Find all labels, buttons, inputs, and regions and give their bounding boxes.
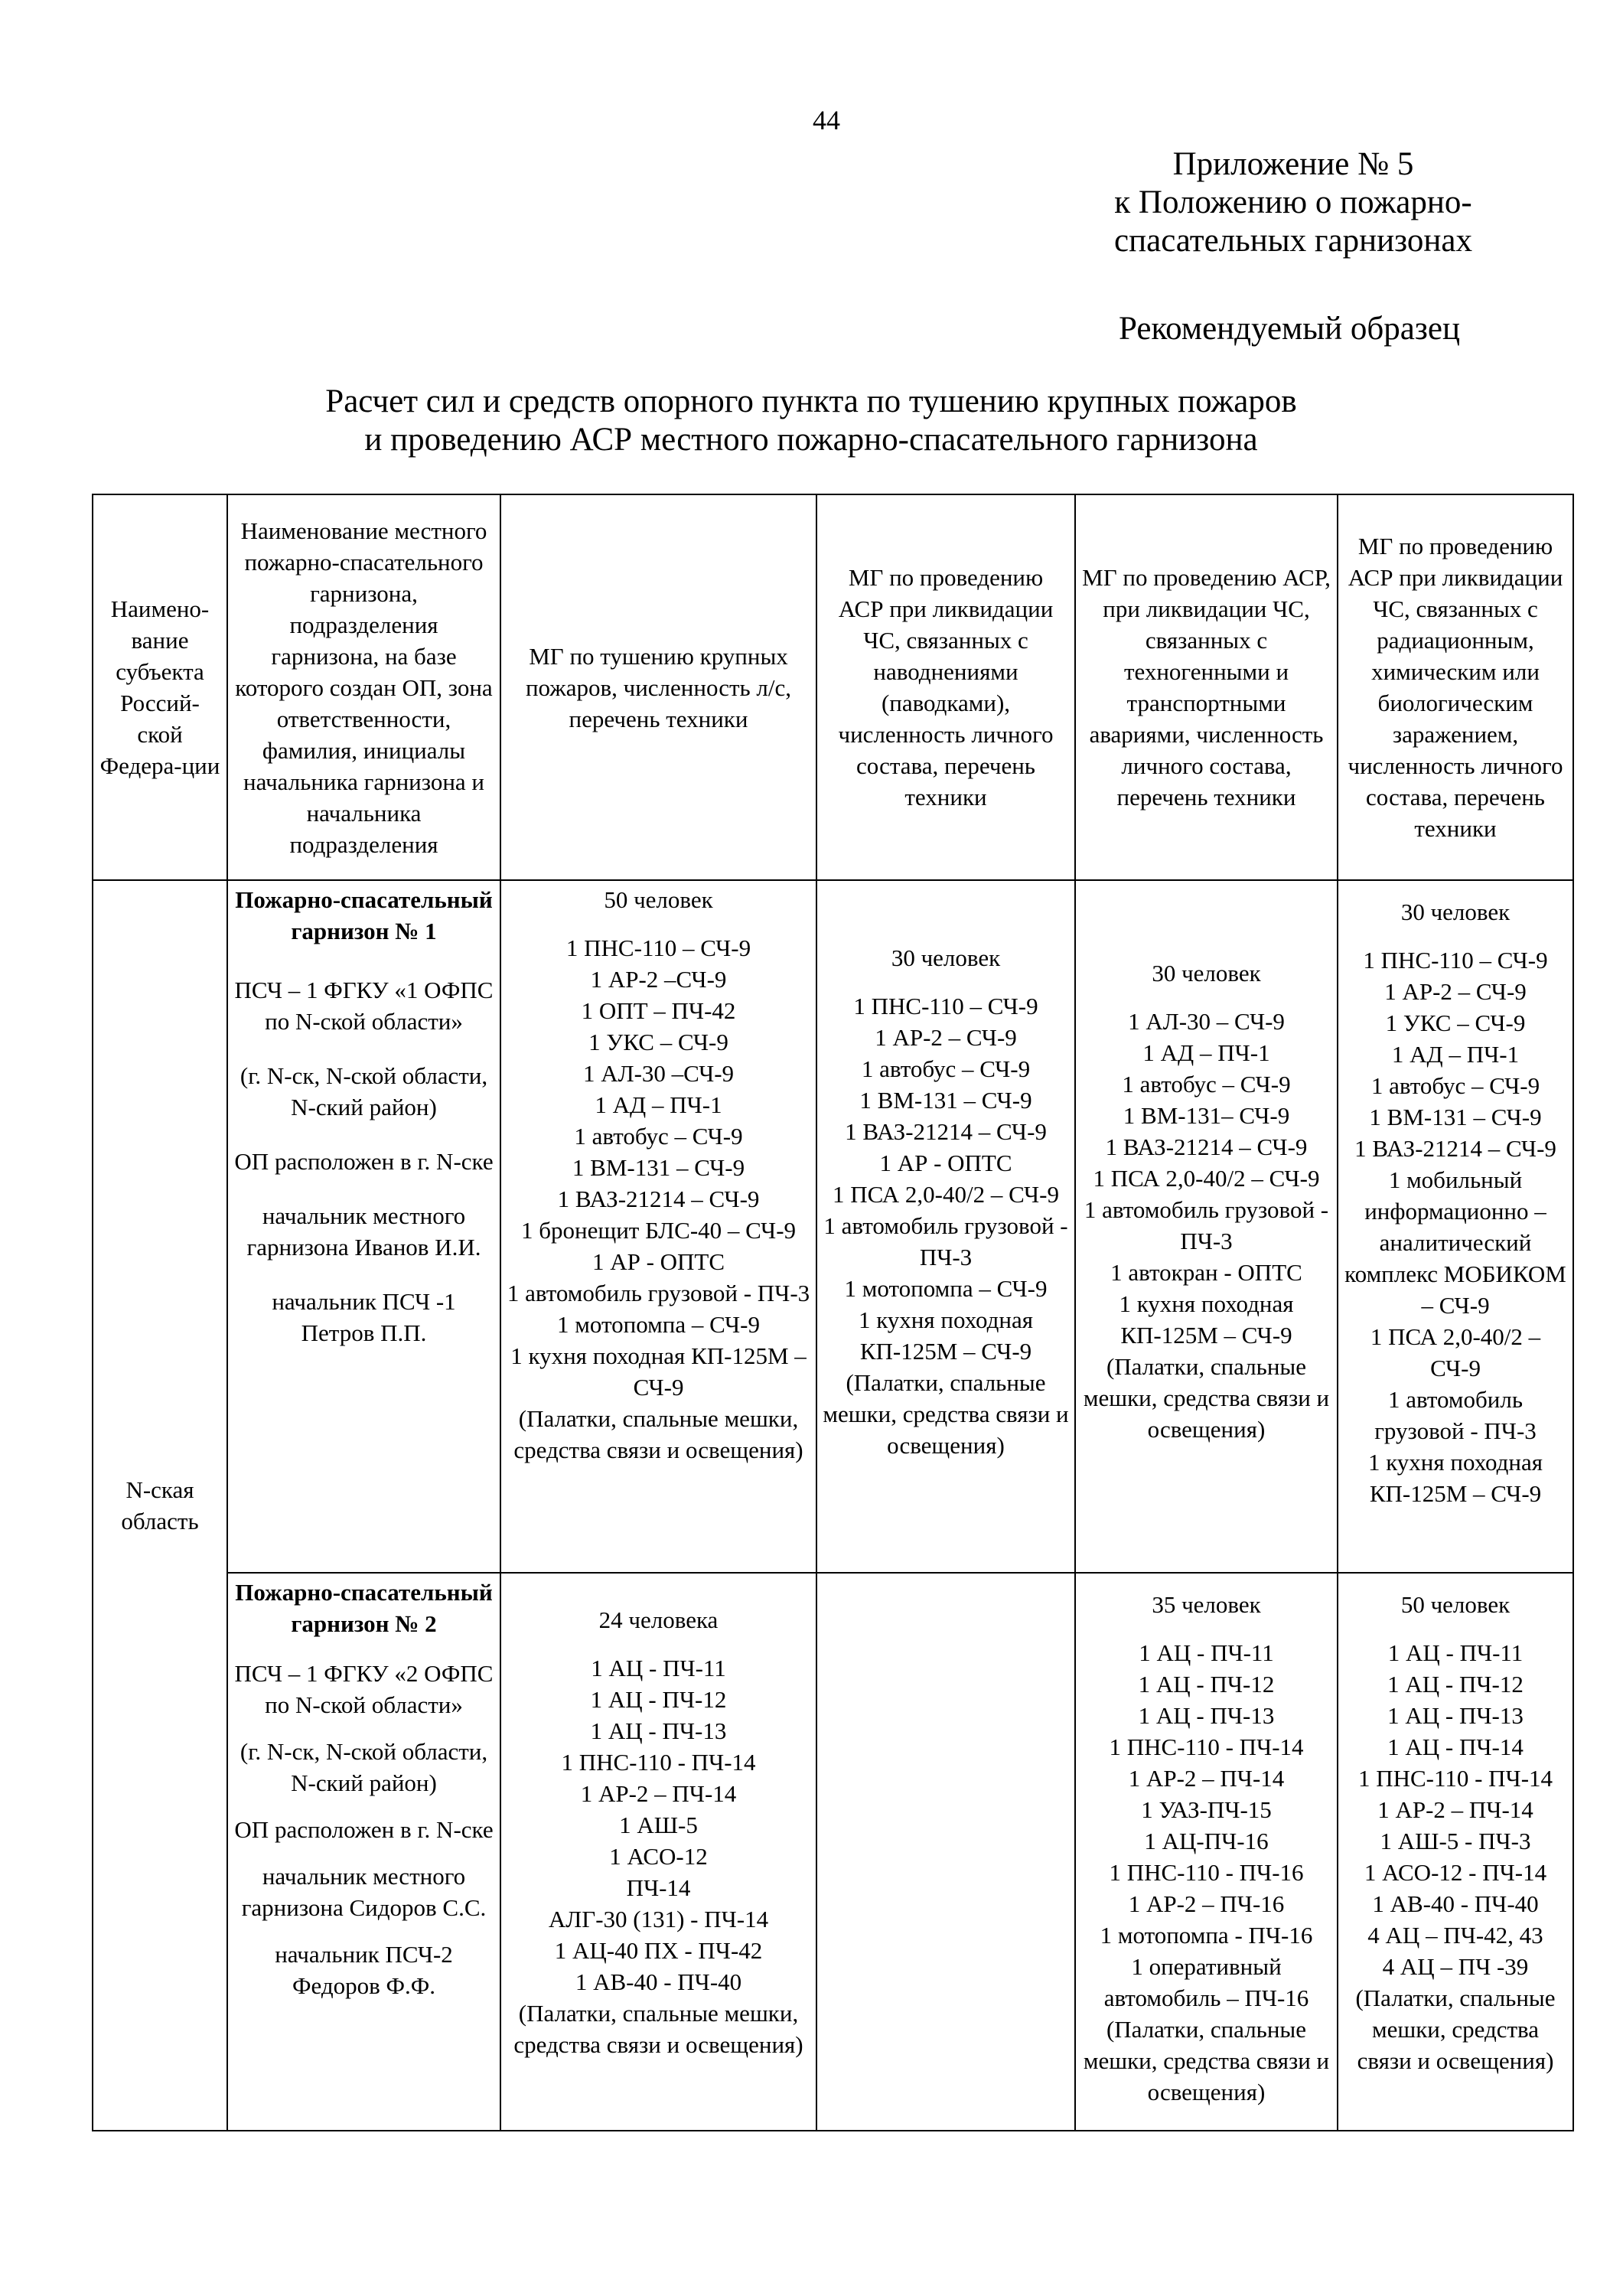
equipment-item: 1 автомобиль грузовой - ПЧ-3 [507, 1280, 810, 1306]
equipment-item: 1 ВАЗ-21214 – СЧ-9 [1354, 1135, 1556, 1162]
equipment-item: 1 АВ-40 - ПЧ-40 [1372, 1890, 1539, 1917]
document-title [199, 383, 1423, 459]
equipment-item: 1 АСО-12 - ПЧ-14 [1364, 1859, 1547, 1886]
equipment-item: 1 АЦ - ПЧ-13 [1387, 1702, 1524, 1729]
equipment-item: (Палатки, спальные мешки, средства связи и освещения) [1355, 1985, 1556, 2074]
personnel-count: 35 человек [1152, 1591, 1261, 1618]
equipment-item: 1 АЦ - ПЧ-11 [591, 1655, 726, 1681]
equipment-item: 1 автобус – СЧ-9 [1122, 1071, 1291, 1097]
equipment-item: 1 ПНС-110 – СЧ-9 [565, 934, 751, 961]
equipment-item: 1 АР-2 – СЧ-9 [1384, 978, 1527, 1005]
equipment-item: 1 АЦ - ПЧ-13 [1138, 1702, 1275, 1729]
equipment-list [506, 932, 811, 1466]
garrison-name: Пожарно-спасательный гарнизон № 1 [235, 886, 493, 944]
equipment-item: 1 оперативный автомобиль – ПЧ-16 [1103, 1953, 1309, 2011]
equipment-item: 1 АСО-12 [609, 1843, 708, 1870]
personnel-count: 50 человек [604, 886, 713, 913]
equipment-item: 1 кухня походная КП-125М – СЧ-9 [1119, 1290, 1294, 1349]
equipment-item: АЛГ-30 (131) - ПЧ-14 [548, 1906, 769, 1932]
equipment-list [1080, 1637, 1332, 2108]
equipment-item: 1 бронещит БЛС-40 – СЧ-9 [520, 1217, 797, 1244]
title-line-2: и проведению АСР местного пожарно-спасательного гарнизона [364, 422, 1258, 458]
equipment-item: 1 АД – ПЧ-1 [1142, 1039, 1270, 1066]
personnel-count: 24 человека [598, 1606, 719, 1633]
equipment-item: (Палатки, спальные мешки, средства связи и освещения) [823, 1369, 1069, 1459]
personnel-count: 30 человек [1152, 960, 1261, 987]
unit-head: начальник ПСЧ-2 Федоров Ф.Ф. [275, 1941, 453, 1999]
equipment-item: 1 ВАЗ-21214 – СЧ-9 [557, 1186, 760, 1212]
equipment-item: (Палатки, спальные мешки, средства связи и освещения) [513, 2000, 803, 2058]
garrison-cell [227, 1573, 500, 2131]
equipment-item: 1 АД – ПЧ-1 [595, 1091, 722, 1118]
personnel-count: 50 человек [1400, 1591, 1511, 1618]
equipment-item: 1 АД – ПЧ-1 [1391, 1041, 1520, 1068]
equipment-item: 1 ВМ-131 – СЧ-9 [859, 1087, 1032, 1114]
equipment-item: 1 АЛ-30 – СЧ-9 [1128, 1008, 1285, 1035]
equipment-item: 1 АЦ-40 ПХ - ПЧ-42 [554, 1937, 763, 1964]
equipment-item: 1 мотопомпа - ПЧ-16 [1100, 1922, 1313, 1949]
equipment-item: 4 АЦ – ПЧ-42, 43 [1367, 1922, 1543, 1949]
equipment-item: 1 автобус – СЧ-9 [861, 1055, 1031, 1082]
appendix-line-2: к Положению о пожарно- [1114, 184, 1472, 220]
table-row [93, 1573, 1573, 2131]
equipment-item: 1 УКС – СЧ-9 [588, 1029, 728, 1055]
personnel-count: 30 человек [891, 944, 1001, 971]
garrison-zone: (г. N-ск, N-ской области, N-ский район) [240, 1738, 488, 1796]
equipment-item: 1 АР-2 – СЧ-9 [875, 1024, 1017, 1051]
empty-equipment-cell [816, 1573, 1075, 2131]
equipment-item: 1 автобус – СЧ-9 [574, 1123, 743, 1150]
equipment-item: ПЧ-14 [626, 1874, 691, 1901]
forces-table [92, 494, 1574, 2131]
equipment-item: 1 АЦ - ПЧ-12 [590, 1686, 727, 1713]
equipment-list [1343, 1637, 1568, 2076]
title-line-1: Расчет сил и средств опорного пункта по тушению крупных пожаров [325, 383, 1297, 419]
equipment-cell [1338, 1573, 1573, 2131]
equipment-item: (Палатки, спальные мешки, средства связи и освещения) [1083, 2016, 1330, 2105]
equipment-cell [816, 880, 1075, 1573]
equipment-item: 1 ВАЗ-21214 – СЧ-9 [845, 1118, 1047, 1145]
equipment-item: 1 ПНС-110 - ПЧ-14 [1357, 1765, 1553, 1792]
header-fire-group: МГ по тушению крупных пожаров, численность л/с, перечень техники [500, 494, 816, 880]
equipment-item: 1 ПНС-110 – СЧ-9 [853, 993, 1038, 1019]
equipment-item: 1 АЦ - ПЧ-11 [1139, 1639, 1274, 1666]
equipment-item: 1 ПСА 2,0-40/2 – СЧ-9 [1370, 1323, 1541, 1381]
equipment-cell [500, 1573, 816, 2131]
equipment-item: 1 ПНС-110 - ПЧ-16 [1109, 1859, 1304, 1886]
equipment-item: 1 АР - ОПТС [592, 1248, 725, 1275]
equipment-cell [1075, 880, 1338, 1573]
header-tech-group: МГ по проведению АСР, при ликвидации ЧС, связанных с техногенными и транспортными авариями, численность личного состава, перечень техники [1075, 494, 1338, 880]
header-garrison: Наименование местного пожарно-спасательного гарнизона, подразделения гарнизона, на базе которого создан ОП, зона ответственности, фамилия, инициалы начальника гарнизона и начальника подразделения [227, 494, 500, 880]
equipment-item: 1 АЦ - ПЧ-12 [1387, 1671, 1524, 1698]
equipment-item: 1 ПНС-110 – СЧ-9 [1363, 947, 1548, 974]
garrison-unit: ПСЧ – 1 ФГКУ «1 ОФПС по N-ской области» [234, 977, 494, 1035]
equipment-item: 1 ВМ-131– СЧ-9 [1123, 1102, 1290, 1129]
equipment-item: 1 УКС – СЧ-9 [1385, 1009, 1526, 1036]
equipment-item: 1 АЦ - ПЧ-13 [590, 1717, 727, 1744]
equipment-item: 1 АР-2 – ПЧ-14 [580, 1780, 737, 1807]
garrison-cell [227, 880, 500, 1573]
garrison-head: начальник местного гарнизона Иванов И.И. [246, 1202, 481, 1261]
equipment-item: 1 АШ-5 [619, 1812, 698, 1838]
equipment-list [1343, 944, 1568, 1509]
equipment-list [506, 1652, 811, 2060]
equipment-item: (Палатки, спальные мешки, средства связи и освещения) [1083, 1353, 1330, 1443]
equipment-cell [1075, 1573, 1338, 2131]
appendix-line-3: спасательных гарнизонах [1114, 223, 1472, 259]
equipment-item: 1 АЦ - ПЧ-12 [1138, 1671, 1275, 1698]
equipment-item: 1 мобильный информационно – аналитический комплекс МОБИКОМ – СЧ-9 [1344, 1166, 1566, 1319]
equipment-item: 1 АЦ - ПЧ-14 [1387, 1733, 1524, 1760]
garrison-location: ОП расположен в г. N-ске [234, 1816, 494, 1843]
header-subject: Наимено-вание субъекта Россий-ской Федера-ции [93, 494, 227, 880]
equipment-item: 1 ПНС-110 - ПЧ-14 [561, 1749, 756, 1776]
equipment-item: 1 автокран - ОПТС [1110, 1259, 1302, 1286]
equipment-cell [500, 880, 816, 1573]
equipment-item: 1 кухня походная КП-125М – СЧ-9 [858, 1306, 1034, 1365]
equipment-item: 1 АР - ОПТС [879, 1150, 1012, 1176]
equipment-item: 1 АР-2 – ПЧ-14 [1128, 1765, 1285, 1792]
table-row [93, 880, 1573, 1573]
equipment-item: 1 АЦ-ПЧ-16 [1144, 1828, 1269, 1854]
equipment-item: 1 АЦ - ПЧ-11 [1387, 1639, 1524, 1666]
garrison-zone: (г. N-ск, N-ской области, N-ский район) [240, 1062, 488, 1120]
table-header-row [93, 494, 1573, 880]
equipment-item: 1 АШ-5 - ПЧ-3 [1380, 1828, 1531, 1854]
equipment-item: 1 АР-2 –СЧ-9 [590, 966, 727, 993]
equipment-item: 1 АЛ-30 –СЧ-9 [582, 1060, 735, 1087]
equipment-item: 1 автомобиль грузовой - ПЧ-3 [1374, 1386, 1537, 1444]
personnel-count: 30 человек [1400, 899, 1511, 925]
equipment-list [1080, 1006, 1332, 1445]
equipment-item: 1 ПНС-110 - ПЧ-14 [1109, 1733, 1304, 1760]
equipment-item: 1 ОПТ – ПЧ-42 [581, 997, 736, 1024]
header-rad-group: МГ по проведению АСР при ликвидации ЧС, связанных с радиационным, химическим или биологическим заражением, численность личного состава, перечень техники [1338, 494, 1573, 880]
equipment-item: 1 мотопомпа – СЧ-9 [844, 1275, 1048, 1302]
equipment-item: 1 автобус – СЧ-9 [1370, 1072, 1540, 1099]
equipment-item: 1 АР-2 – ПЧ-16 [1128, 1890, 1285, 1917]
equipment-item: 1 ПСА 2,0-40/2 – СЧ-9 [833, 1181, 1059, 1208]
header-flood-group: МГ по проведению АСР при ликвидации ЧС, связанных с наводнениями (паводками), численность личного состава, перечень техники [816, 494, 1075, 880]
equipment-item: 1 АВ-40 - ПЧ-40 [575, 1968, 742, 1995]
equipment-item: (Палатки, спальные мешки, средства связи и освещения) [513, 1405, 803, 1463]
equipment-item: 1 ПСА 2,0-40/2 – СЧ-9 [1093, 1165, 1320, 1192]
equipment-item: 1 УАЗ-ПЧ-15 [1141, 1796, 1272, 1823]
equipment-item: 1 АР-2 – ПЧ-14 [1377, 1796, 1533, 1823]
equipment-item: 1 кухня походная КП-125М – СЧ-9 [1367, 1449, 1543, 1507]
equipment-item: 1 ВАЗ-21214 – СЧ-9 [1105, 1133, 1308, 1160]
page-number: 44 [813, 105, 840, 135]
sample-label: Рекомендуемый образец [1119, 311, 1460, 347]
equipment-item: 1 мотопомпа – СЧ-9 [557, 1311, 760, 1338]
equipment-item: 1 ВМ-131 – СЧ-9 [1369, 1104, 1542, 1130]
garrison-location: ОП расположен в г. N-ске [234, 1148, 494, 1175]
equipment-item: 1 автомобиль грузовой - ПЧ-3 [823, 1212, 1068, 1270]
subject-cell: N-ская область [93, 880, 227, 2131]
appendix-heading [1056, 145, 1530, 260]
equipment-item: 1 кухня походная КП-125М – СЧ-9 [510, 1342, 807, 1401]
unit-head: начальник ПСЧ -1 Петров П.П. [272, 1288, 456, 1346]
equipment-item: 1 ВМ-131 – СЧ-9 [572, 1154, 745, 1181]
garrison-head: начальник местного гарнизона Сидоров С.С. [241, 1863, 487, 1921]
equipment-item: 4 АЦ – ПЧ -39 [1382, 1953, 1529, 1980]
equipment-list [822, 990, 1070, 1461]
equipment-cell [1338, 880, 1573, 1573]
equipment-item: 1 автомобиль грузовой - ПЧ-3 [1084, 1196, 1329, 1254]
garrison-unit: ПСЧ – 1 ФГКУ «2 ОФПС по N-ской области» [234, 1660, 494, 1718]
appendix-line-1: Приложение № 5 [1172, 146, 1414, 182]
garrison-name: Пожарно-спасательный гарнизон № 2 [235, 1579, 493, 1637]
